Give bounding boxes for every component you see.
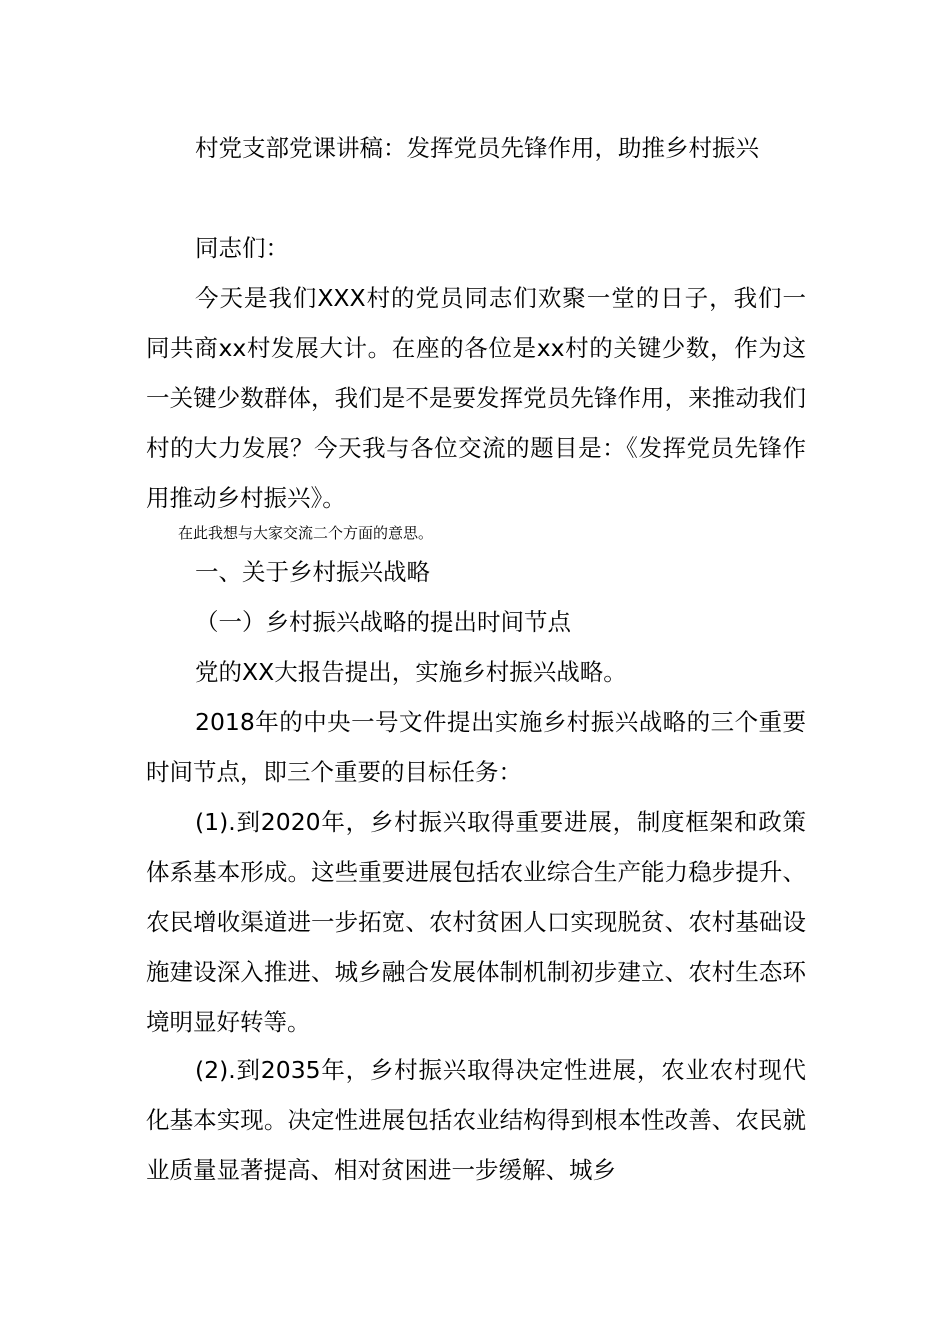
paragraph-2035: (2).到2035年，乡村振兴取得决定性进展，农业农村现代化基本实现。决定性进展包括农业结构得到根本性改善、农民就业质量显著提高、相对贫困进一步缓解、城乡 — [146, 1056, 806, 1184]
note-text: 在此我想与大家交流二个方面的意思。 — [178, 524, 434, 542]
greeting: 同志们： — [195, 234, 289, 262]
subsection-heading: （一）乡村振兴战略的提出时间节点 — [195, 608, 571, 636]
paragraph-2018: 2018年的中央一号文件提出实施乡村振兴战略的三个重要时间节点，即三个重要的目标任务： — [146, 708, 806, 786]
paragraph-intro: 今天是我们XXX村的党员同志们欢聚一堂的日子，我们一同共商xx村发展大计。在座的各位是xx村的关键少数，作为这一关键少数群体，我们是不是要发挥党员先锋作用，来推动我们村的大力发展？今天我与各位交流的题目是：《发挥党员先锋作用推动乡村振兴》。 — [146, 284, 806, 512]
paragraph-report: 党的XX大报告提出，实施乡村振兴战略。 — [195, 658, 627, 686]
document-title: 村党支部党课讲稿：发挥党员先锋作用，助推乡村振兴 — [195, 134, 759, 162]
section-heading: 一、关于乡村振兴战略 — [195, 558, 430, 586]
paragraph-2020: (1).到2020年，乡村振兴取得重要进展，制度框架和政策体系基本形成。这些重要进展包括农业综合生产能力稳步提升、农民增收渠道进一步拓宽、农村贫困人口实现脱贫、农村基础设施建设深入推进、城乡融合发展体制机制初步建立、农村生态环境明显好转等。 — [146, 808, 806, 1036]
